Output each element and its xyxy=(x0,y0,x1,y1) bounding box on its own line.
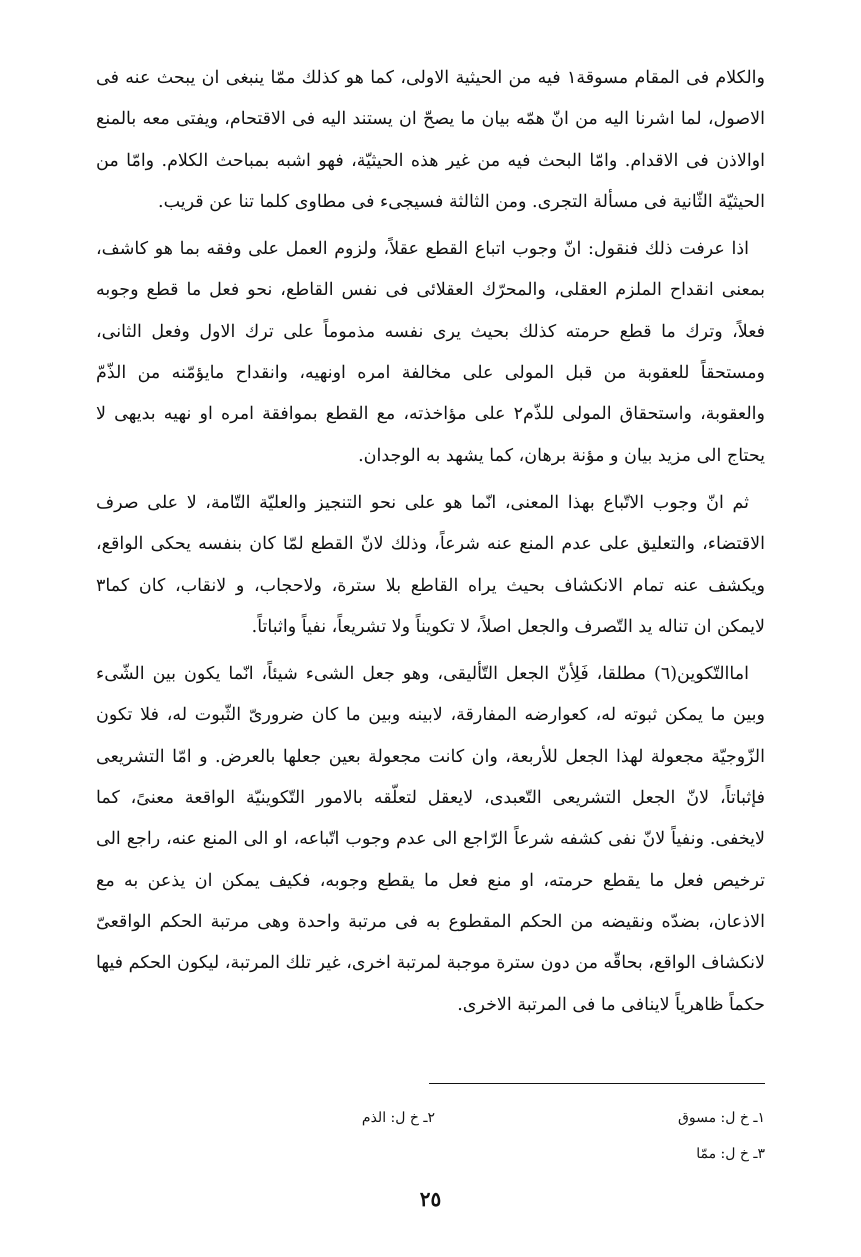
page-number: ٢٥ xyxy=(419,1187,442,1211)
paragraph-2: اذا عرفت ذلك فنقول: انّ وجوب اتباع القطع عقلاً، ولزوم العمل على وفقه بما هو كاشف، بمعنى انقداح الملزم العقلى، والمحرّك العقلائى فى نفس القاطع، نحو فعل ما قطع وجوبه فعلاً، وترك ما قطع حرمته كذلك بحيث يرى نفسه مذموماً على ترك الاول وفعل الثانى، ومستحقاً للعقوبة من قبل المولى على مخالفة امره اونهيه، وانقداح مايؤمّنه من الذّمّ والعقوبة، واستحقاق المولى للذّم٢ على مؤاخذته، مع القطع بموافقة امره او نهيه بديهى لا يحتاج الى مزيد بيان و مؤنة برهان، كما يشهد به الوجدان. xyxy=(96,239,765,466)
main-text xyxy=(96,58,765,1032)
paragraph-3: ثم انّ وجوب الاتّباع بهذا المعنى، انّما هو على نحو التنجيز والعليّة التّامة، لا على صرف الاقتضاء، والتعليق على عدم المنع عنه شرعاً، وذلك لانّ القطع لمّا كان بنفسه يحكى الواقع، ويكشف عنه تمام الانكشاف بحيث يراه القاطع بلا سترة، ولاحجاب، و لانقاب، كان كما٣ لايمكن ان تناله يد التّصرف والجعل اصلاً، لا تكويناً ولا تشريعاً، نفياً واثباتاً. xyxy=(96,492,765,637)
footnote-1: ١ـ خ ل: مسوق xyxy=(678,1110,765,1126)
footnote-row xyxy=(96,1100,765,1136)
footnote-divider xyxy=(429,1083,765,1084)
footnotes xyxy=(96,1100,765,1172)
footnote-row xyxy=(96,1136,765,1172)
footnote-2: ٢ـ خ ل: الذم xyxy=(361,1110,435,1126)
footnote-3: ٣ـ خ ل: ممّا xyxy=(696,1146,765,1162)
paragraph-1: والكلام فى المقام مسوقة١ فيه من الحيثية الاولى، كما هو كذلك ممّا ينبغى ان يبحث عنه فى الاصول، لما اشرنا اليه من انّ همّه بيان ما يصحّ ان يستند اليه فى الاقتحام، ويفتى معه بالمنع اوالاذن فى الاقدام. وامّا البحث فيه من غير هذه الحيثيّة، فهو اشبه بمباحث الكلام. وامّا من الحيثيّة الثّانية فى مسألة التجرى. ومن الثالثة فسيجىء فى مطاوى كلما تنا عن قريب. xyxy=(96,68,765,212)
paragraph-4: اماالتّكوين(٦) مطلقا، فَلِأنّ الجعل التّأليقى، وهو جعل الشىء شيئاً، انّما يكون بين الشّىء وبين ما يمكن ثبوته له، كعوارضه المفارقة، لابينه وبين ما كان ضرورىّ الثّبوت له، فلا تكون الزّوجيّة مجعولة لهذا الجعل للأربعة، وان كانت مجعولة بعين جعلها بالعرض. و امّا التشريعى فإثباتاً، لانّ الجعل التشريعى التّعبدى، لايعقل لتعلّقه بالامور التّكوينيّة الواقعة معنىً، كما لايخفى. ونفياً لانّ نفى كشفه شرعاً الرّاجع الى عدم وجوب اتّباعه، او الى المنع عنه، راجع الى ترخيص فعل ما يقطع حرمته، او منع فعل ما يقطع وجوبه، فكيف يمكن ان يذعن به مع الاذعان، بضدّه ونقيضه من الحكم المقطوع به فى مرتبة واحدة وهى مرتبة الحكم الواقعىّ لانكشاف الواقع، بحاقّه من دون سترة موجبة لمرتبة اخرى، غير تلك المرتبة، ليكون الحكم فيها حكماً ظاهرياً لاينافى ما فى المرتبة الاخرى. xyxy=(96,664,765,1015)
